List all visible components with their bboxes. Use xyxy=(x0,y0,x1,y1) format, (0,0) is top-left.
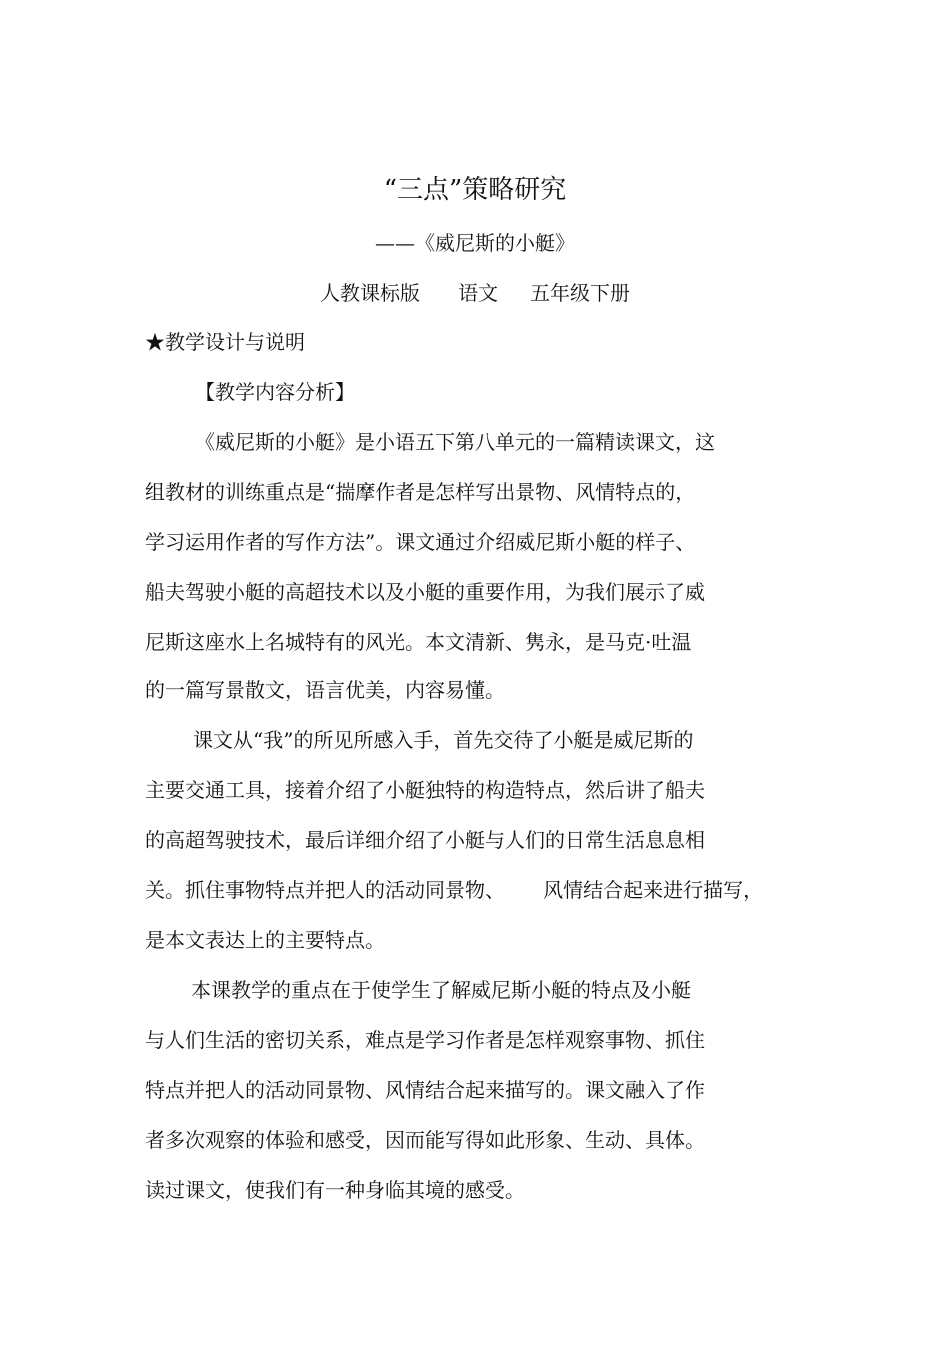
paragraph-line: 课文从“我”的所见所感入手，首先交待了小艇是威尼斯的 xyxy=(193,728,694,752)
paragraph-line: 学习运用作者的写作方法”。课文通过介绍威尼斯小艇的样子、 xyxy=(145,530,696,554)
edition-info: 人教课标版 语文 五年级下册 xyxy=(320,281,630,305)
section-heading: ★教学设计与说明 xyxy=(145,330,305,354)
paragraph-line: 的一篇写景散文，语言优美，内容易懂。 xyxy=(145,678,505,702)
paragraph-line: 关。抓住事物特点并把人的活动同景物、 风情结合起来进行描写， xyxy=(145,878,764,902)
paragraph-line: 主要交通工具，接着介绍了小艇独特的构造特点，然后讲了船夫 xyxy=(145,778,705,802)
subsection-heading: 【教学内容分析】 xyxy=(195,380,355,404)
paragraph-line: 的高超驾驶技术，最后详细介绍了小艇与人们的日常生活息息相 xyxy=(145,828,705,852)
document-subtitle: ——《威尼斯的小艇》 xyxy=(375,231,575,255)
paragraph-line: 《威尼斯的小艇》是小语五下第八单元的一篇精读课文，这 xyxy=(195,430,715,454)
paragraph-line: 与人们生活的密切关系，难点是学习作者是怎样观察事物、抓住 xyxy=(145,1028,705,1052)
paragraph-line: 者多次观察的体验和感受，因而能写得如此形象、生动、具体。 xyxy=(145,1128,705,1152)
paragraph-line: 读过课文，使我们有一种身临其境的感受。 xyxy=(145,1178,525,1202)
paragraph-line: 本课教学的重点在于使学生了解威尼斯小艇的特点及小艇 xyxy=(191,978,691,1002)
paragraph-line: 组教材的训练重点是“揣摩作者是怎样写出景物、风情特点的， xyxy=(145,480,696,504)
paragraph-line: 尼斯这座水上名城特有的风光。本文清新、隽永，是马克·吐温 xyxy=(145,630,692,654)
paragraph-line: 是本文表达上的主要特点。 xyxy=(145,928,385,952)
paragraph-line: 船夫驾驶小艇的高超技术以及小艇的重要作用，为我们展示了威 xyxy=(145,580,705,604)
paragraph-line: 特点并把人的活动同景物、风情结合起来描写的。课文融入了作 xyxy=(145,1078,705,1102)
document-title: “三点”策略研究 xyxy=(383,175,567,205)
